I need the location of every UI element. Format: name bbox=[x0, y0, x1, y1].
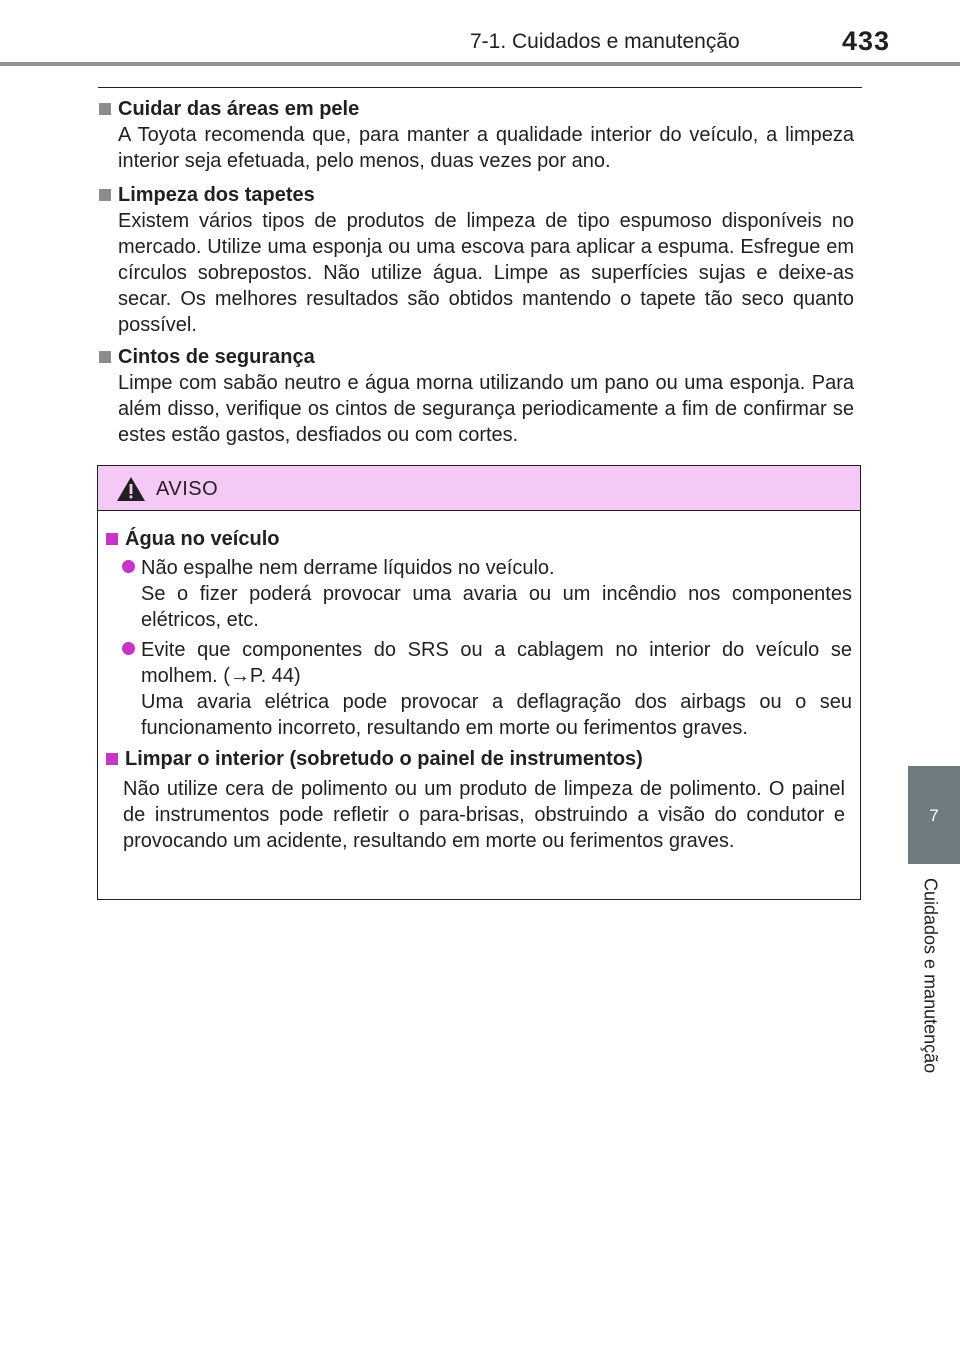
warning-header bbox=[98, 466, 860, 511]
content-rule bbox=[98, 87, 862, 88]
chapter-tab bbox=[908, 766, 960, 864]
warning-bullet-line2: Uma avaria elétrica pode provocar a deflagração dos airbags ou o seu funcionamento incorreto, resultando em morte ou ferimentos graves. bbox=[141, 691, 852, 739]
warning-bullet bbox=[122, 637, 852, 741]
chapter-label-text: Cuidados e manutenção bbox=[920, 878, 941, 1074]
warning-section-body: Não utilize cera de polimento ou um produto de limpeza de polimento. O painel de instrumentos pode refletir o para-brisas, obstruindo a visão do condutor e provocando um acidente, resultando em morte ou ferimentos graves. bbox=[123, 778, 845, 852]
header-rule bbox=[0, 62, 960, 66]
square-bullet-icon bbox=[106, 533, 118, 545]
square-bullet-icon bbox=[99, 189, 111, 201]
warning-section-water bbox=[106, 526, 279, 552]
warning-bullet bbox=[122, 555, 852, 633]
warning-section-heading bbox=[106, 746, 643, 772]
section-body: A Toyota recomenda que, para manter a qualidade interior do veículo, a limpeza interior seja efetuada, pelo menos, duas vezes por ano. bbox=[118, 124, 854, 172]
section-heading-text: Cuidar das áreas em pele bbox=[118, 98, 360, 120]
warning-triangle-icon bbox=[116, 476, 146, 502]
section-heading bbox=[98, 96, 854, 122]
warning-bullet-line1: Evite que componentes do SRS ou a cablagem no interior do veículo se molhem. (→P. 44) bbox=[141, 639, 852, 687]
page-number: 433 bbox=[842, 26, 891, 56]
warning-section-heading-text: Limpar o interior (sobretudo o painel de instrumentos) bbox=[125, 748, 643, 770]
warning-section-interior bbox=[106, 746, 643, 772]
warning-box bbox=[97, 465, 861, 900]
section-seat-belts bbox=[98, 344, 854, 448]
section-heading bbox=[98, 344, 854, 370]
section-heading-text: Cintos de segurança bbox=[118, 346, 315, 368]
round-bullet-icon bbox=[122, 642, 135, 655]
warning-title: AVISO bbox=[156, 478, 219, 500]
square-bullet-icon bbox=[106, 753, 118, 765]
section-heading bbox=[98, 182, 854, 208]
square-bullet-icon bbox=[99, 351, 111, 363]
warning-section-heading-text: Água no veículo bbox=[125, 528, 280, 550]
warning-bullet-line2: Se o fizer poderá provocar uma avaria ou um incêndio nos componentes elétricos, etc. bbox=[141, 583, 852, 631]
chapter-label bbox=[912, 878, 948, 1118]
section-carpet-cleaning bbox=[98, 182, 854, 338]
section-heading-text: Limpeza dos tapetes bbox=[118, 184, 315, 206]
warning-section-heading bbox=[106, 526, 279, 552]
section-body: Limpe com sabão neutro e água morna utilizando um pano ou uma esponja. Para além disso, verifique os cintos de segurança periodicamente a fim de confirmar se estes estão gastos, desfiados ou com cortes. bbox=[118, 372, 854, 446]
square-bullet-icon bbox=[99, 103, 111, 115]
round-bullet-icon bbox=[122, 560, 135, 573]
section-body: Existem vários tipos de produtos de limpeza de tipo espumoso disponíveis no mercado. Utilize uma esponja ou uma escova para aplicar a espuma. Esfregue em círculos sobrepostos. Não utilize água. Limpe as superfícies sujas e deixe-as secar. Os melhores resultados são obtidos mantendo o tapete tão seco quanto possível. bbox=[118, 210, 854, 336]
chapter-number: 7 bbox=[929, 806, 939, 825]
header-section-title: 7-1. Cuidados e manutenção bbox=[470, 30, 740, 53]
warning-bullet-line1: Não espalhe nem derrame líquidos no veículo. bbox=[141, 557, 555, 579]
section-leather-care bbox=[98, 96, 854, 174]
